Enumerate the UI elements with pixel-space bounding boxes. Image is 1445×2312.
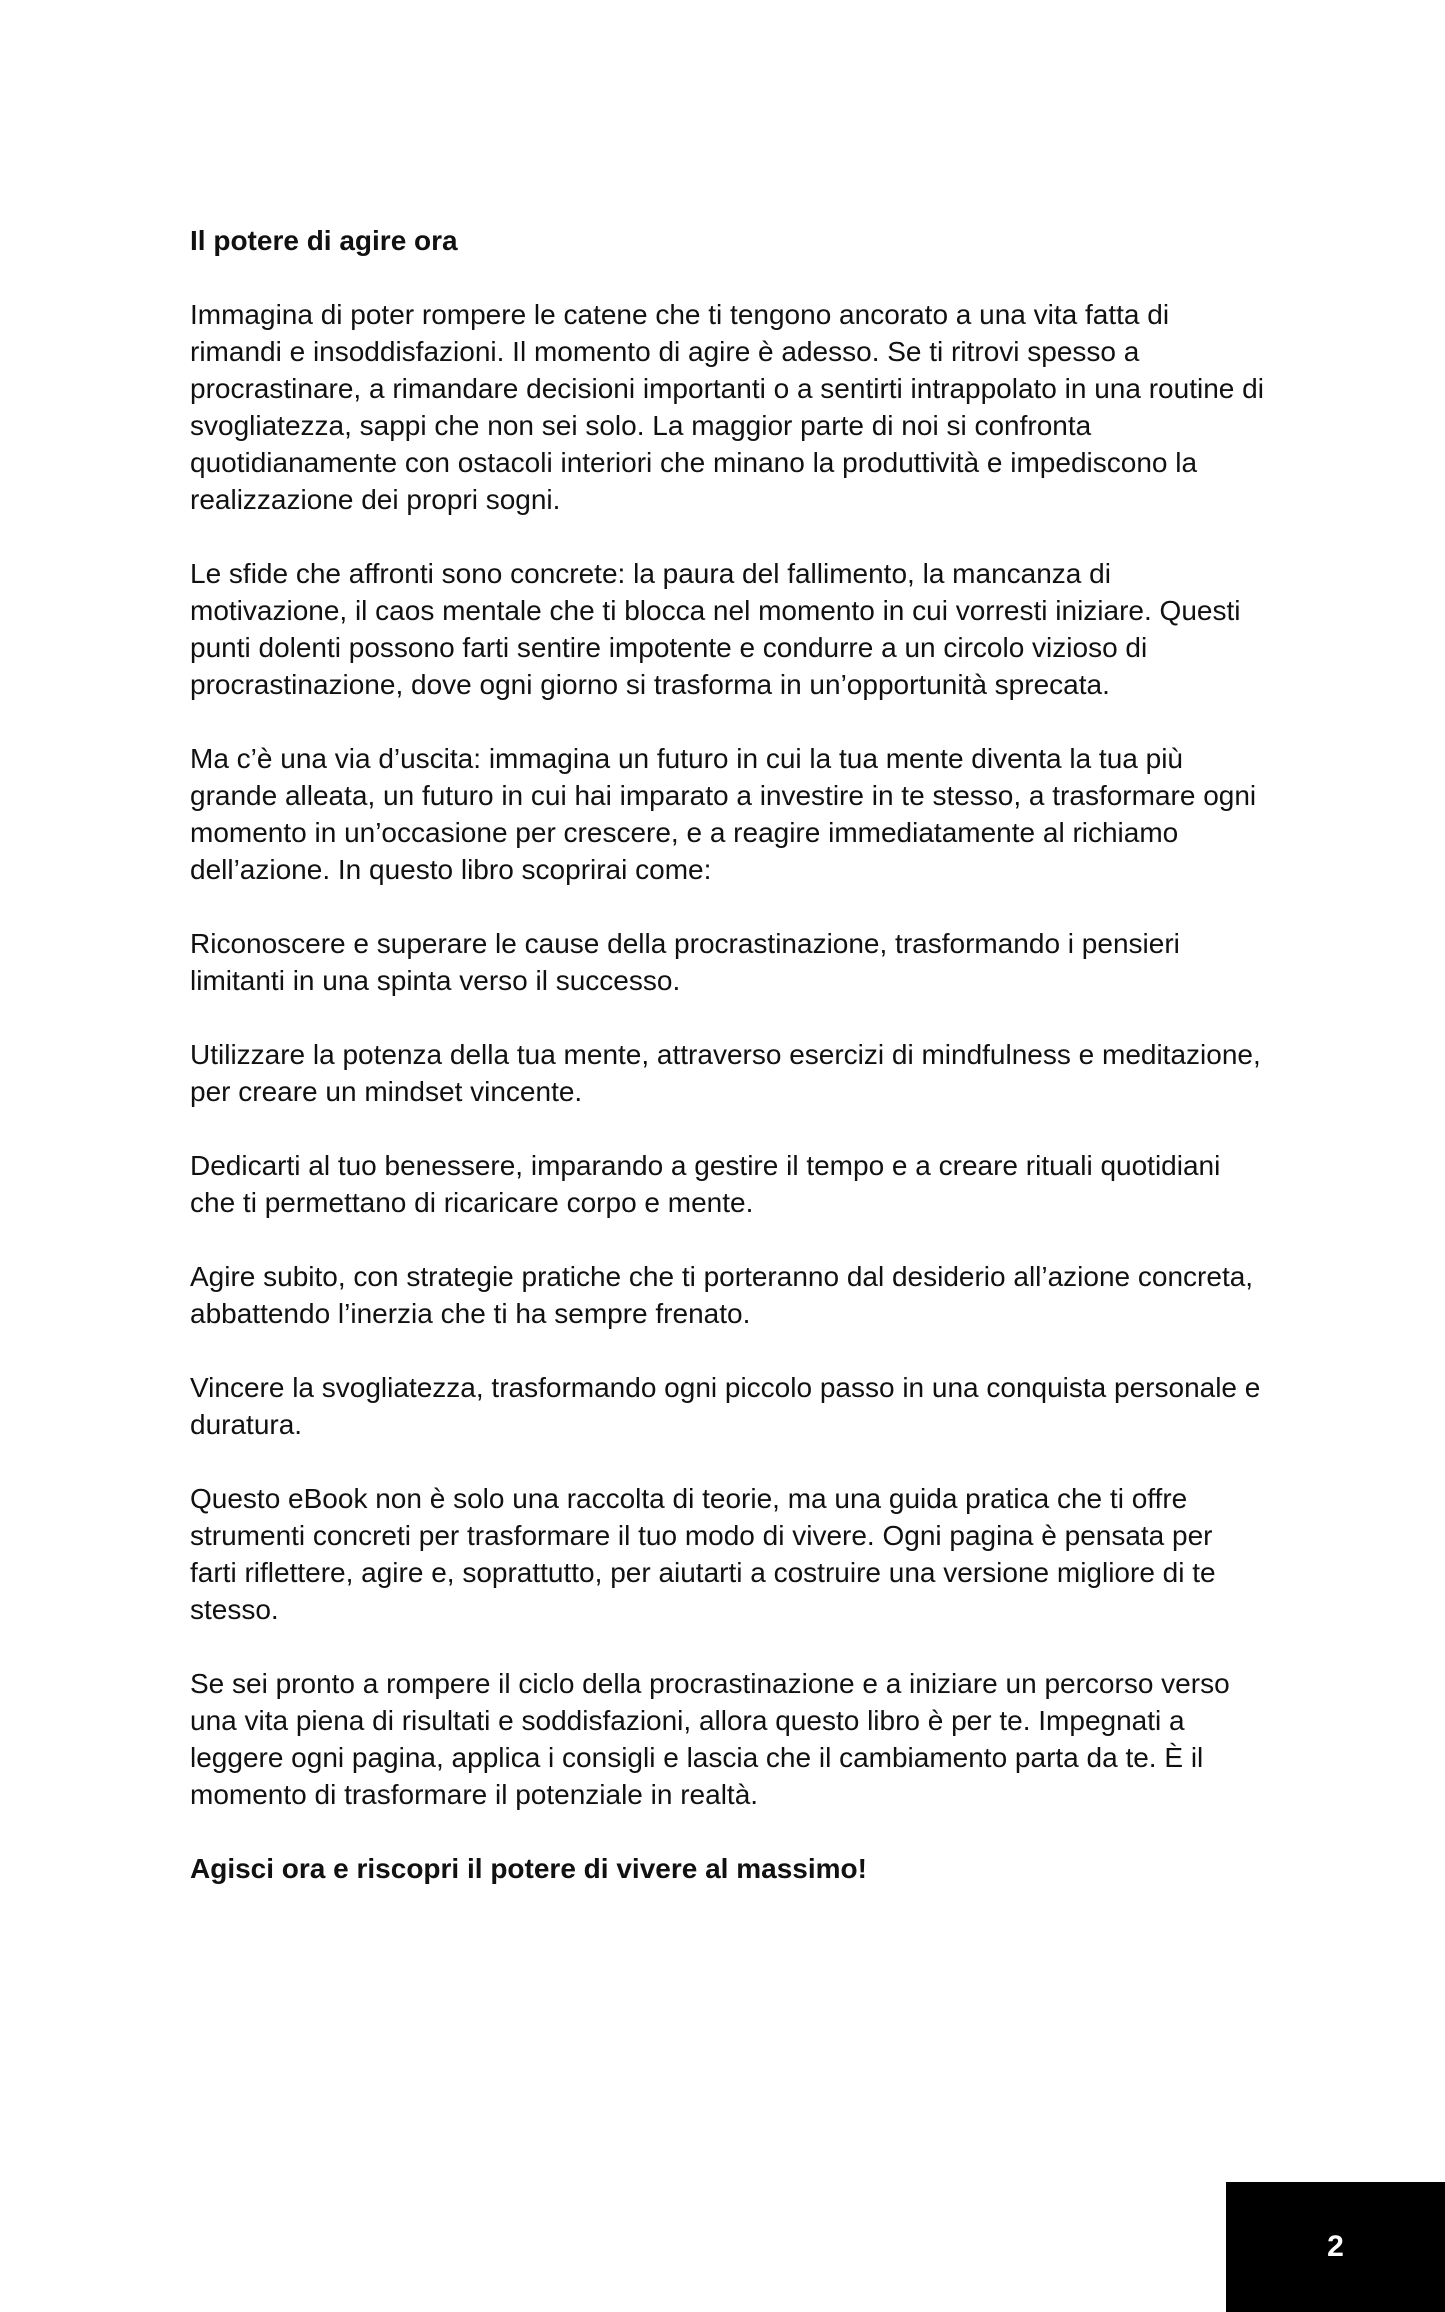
- page-title: Il potere di agire ora: [190, 225, 458, 256]
- paragraph-point-recognize: Riconoscere e superare le cause della procrastinazione, trasformando i pensieri limitanti in una spinta verso il successo.: [190, 928, 1180, 996]
- page-number-box: [1226, 2182, 1445, 2312]
- paragraph-ready: Se sei pronto a rompere il ciclo della procrastinazione e a iniziare un percorso verso una vita piena di risultati e soddisfazioni, allora questo libro è per te. Impegnati a leggere ogni pagina, applica i consigli e lascia che il cambiamento parta da te. È il momento di trasformare il potenziale in realtà.: [190, 1668, 1230, 1810]
- closing-statement: Agisci ora e riscopri il potere di vivere al massimo!: [190, 1853, 867, 1884]
- page-number: 2: [1327, 2230, 1344, 2263]
- paragraph-intro: Immagina di poter rompere le catene che ti tengono ancorato a una vita fatta di rimandi e insoddisfazioni. Il momento di agire è adesso. Se ti ritrovi spesso a procrastinare, a rimandare decisioni importanti o a sentirti intrappolato in una routine di svogliatezza, sappi che non sei solo. La maggior parte di noi si confronta quotidianamente con ostacoli interiori che minano la produttività e impediscono la realizzazione dei propri sogni.: [190, 299, 1264, 515]
- paragraph-ebook: Questo eBook non è solo una raccolta di teorie, ma una guida pratica che ti offre strumenti concreti per trasformare il tuo modo di vivere. Ogni pagina è pensata per farti riflettere, agire e, soprattutto, per aiutarti a costruire una versione migliore di te stesso.: [190, 1483, 1216, 1625]
- paragraph-challenges: Le sfide che affronti sono concrete: la paura del fallimento, la mancanza di motivazione, il caos mentale che ti blocca nel momento in cui vorresti iniziare. Questi punti dolenti possono farti sentire impotente e condurre a un circolo vizioso di procrastinazione, dove ogni giorno si trasforma in un’opportunità sprecata.: [190, 558, 1241, 700]
- paragraph-way-out: Ma c’è una via d’uscita: immagina un futuro in cui la tua mente diventa la tua più grande alleata, un futuro in cui hai imparato a investire in te stesso, a trasformare ogni momento in un’occasione per crescere, e a reagire immediatamente al richiamo dell’azione. In questo libro scoprirai come:: [190, 743, 1257, 885]
- paragraph-point-wellbeing: Dedicarti al tuo benessere, imparando a gestire il tempo e a creare rituali quotidiani che ti permettano di ricaricare corpo e mente.: [190, 1150, 1221, 1218]
- paragraph-point-win: Vincere la svogliatezza, trasformando ogni piccolo passo in una conquista personale e duratura.: [190, 1372, 1261, 1440]
- paragraph-point-mind: Utilizzare la potenza della tua mente, attraverso esercizi di mindfulness e meditazione, per creare un mindset vincente.: [190, 1039, 1261, 1107]
- page-content: [190, 222, 1265, 1924]
- paragraph-point-act: Agire subito, con strategie pratiche che ti porteranno dal desiderio all’azione concreta, abbattendo l’inerzia che ti ha sempre frenato.: [190, 1261, 1254, 1329]
